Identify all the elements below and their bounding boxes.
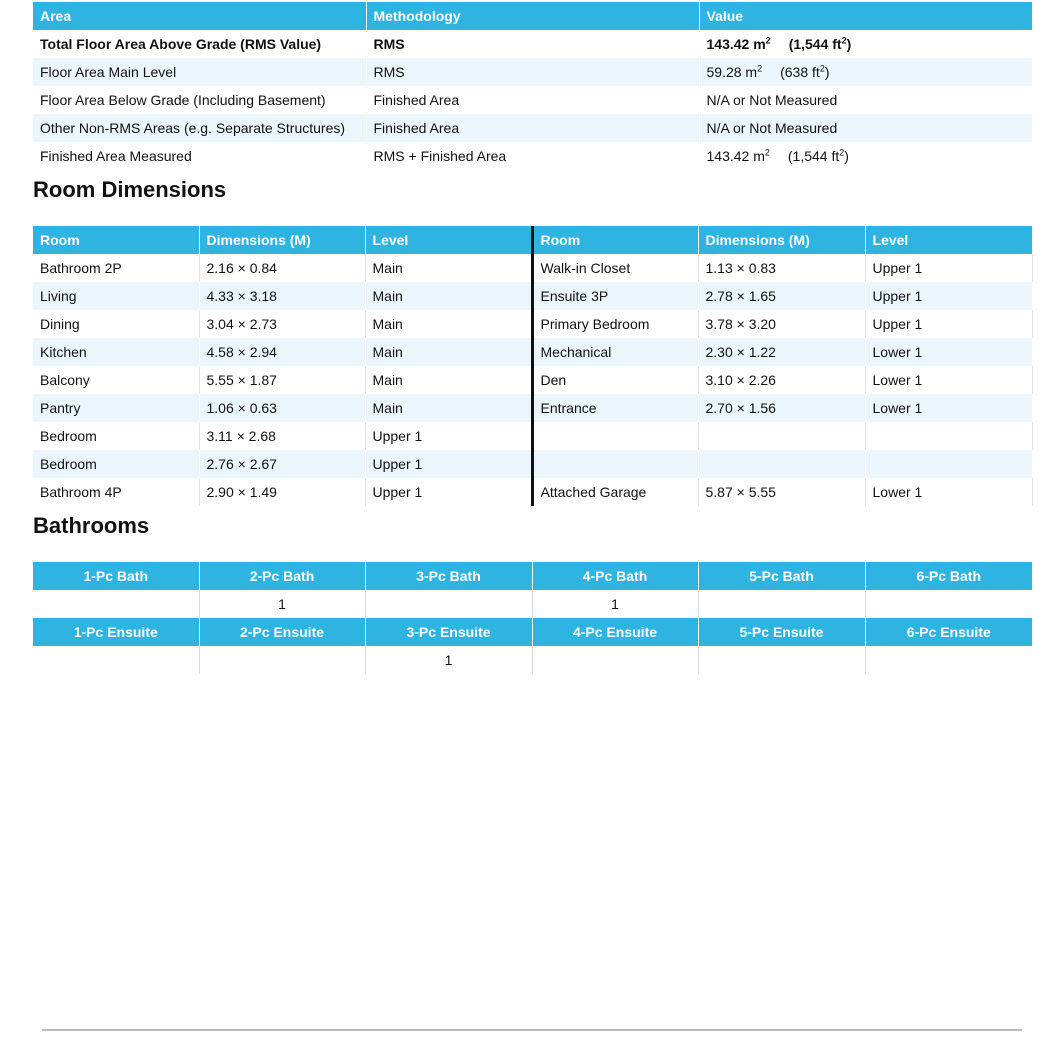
room-dimensions: 3.04 × 2.73 [199, 310, 365, 338]
room-name: Balcony [33, 366, 199, 394]
table-row [33, 338, 1032, 366]
area-value: N/A or Not Measured [699, 114, 1032, 142]
room-dimensions: 4.58 × 2.94 [199, 338, 365, 366]
room-dimensions: 5.55 × 1.87 [199, 366, 365, 394]
area-name: Other Non-RMS Areas (e.g. Separate Structures) [33, 114, 366, 142]
methodology-column-header: Methodology [366, 2, 699, 30]
room-level: Main [365, 394, 532, 422]
footer-divider [42, 1029, 1022, 1031]
room-name: Ensuite 3P [532, 282, 698, 310]
table-row [33, 450, 1032, 478]
area-methodology: Finished Area [366, 114, 699, 142]
room-dimensions: 2.30 × 1.22 [698, 338, 865, 366]
ensuite-type-header: 2-Pc Ensuite [199, 618, 365, 646]
room-dimensions: 3.10 × 2.26 [698, 366, 865, 394]
room-level: Lower 1 [865, 478, 1032, 506]
room-level: Upper 1 [865, 254, 1032, 282]
area-row-non-rms [33, 114, 1032, 142]
room-name [532, 450, 698, 478]
ensuite-count [865, 646, 1032, 674]
room-level: Upper 1 [865, 310, 1032, 338]
area-table-header-row [33, 2, 1032, 30]
room-dimensions-table [33, 226, 1033, 506]
level-column-header: Level [365, 226, 532, 254]
room-name: Den [532, 366, 698, 394]
room-dimensions [698, 422, 865, 450]
room-dimensions: 2.76 × 2.67 [199, 450, 365, 478]
bath-header-row [33, 562, 1032, 590]
area-row-finished-measured [33, 142, 1032, 170]
bath-type-header: 2-Pc Bath [199, 562, 365, 590]
bath-type-header: 4-Pc Bath [532, 562, 698, 590]
ensuite-count-row [33, 646, 1032, 674]
area-value: 59.28 $m^2$ (638 $ft^2$) [699, 58, 1032, 86]
room-dimensions: 2.16 × 0.84 [199, 254, 365, 282]
room-level: Main [365, 254, 532, 282]
area-name: Finished Area Measured [33, 142, 366, 170]
table-row [33, 394, 1032, 422]
room-dimensions: 1.06 × 0.63 [199, 394, 365, 422]
level-column-header: Level [865, 226, 1032, 254]
table-row [33, 282, 1032, 310]
bath-count [698, 590, 865, 618]
dimensions-column-header: Dimensions (M) [698, 226, 865, 254]
room-level: Upper 1 [865, 282, 1032, 310]
room-level: Upper 1 [365, 478, 532, 506]
ensuite-type-header: 5-Pc Ensuite [698, 618, 865, 646]
room-name [532, 422, 698, 450]
room-name: Bathroom 2P [33, 254, 199, 282]
room-name: Mechanical [532, 338, 698, 366]
area-methodology: Finished Area [366, 86, 699, 114]
area-value: 143.42 $m^2$ (1,544 $ft^2$) [706, 147, 849, 164]
area-row-total [33, 30, 1032, 58]
table-row [33, 366, 1032, 394]
room-level: Main [365, 282, 532, 310]
room-dimensions: 2.90 × 1.49 [199, 478, 365, 506]
room-level: Lower 1 [865, 338, 1032, 366]
area-summary-table [33, 2, 1032, 170]
room-level: Lower 1 [865, 394, 1032, 422]
bath-count: 1 [532, 590, 698, 618]
ensuite-type-header: 6-Pc Ensuite [865, 618, 1032, 646]
bath-type-header: 5-Pc Bath [698, 562, 865, 590]
bathrooms-title: Bathrooms [33, 513, 150, 538]
room-name: Walk-in Closet [532, 254, 698, 282]
room-dimensions: 2.70 × 1.56 [698, 394, 865, 422]
area-name: Floor Area Below Grade (Including Basement) [33, 86, 366, 114]
room-level [865, 450, 1032, 478]
room-level: Upper 1 [365, 450, 532, 478]
room-level: Lower 1 [865, 366, 1032, 394]
room-name: Entrance [532, 394, 698, 422]
bath-count [365, 590, 532, 618]
area-methodology: RMS [366, 30, 699, 58]
ensuite-type-header: 3-Pc Ensuite [365, 618, 532, 646]
room-dimensions: 3.78 × 3.20 [698, 310, 865, 338]
room-name: Pantry [33, 394, 199, 422]
area-column-header: Area [33, 2, 366, 30]
bath-count [865, 590, 1032, 618]
room-name: Bedroom [33, 422, 199, 450]
bath-count-row [33, 590, 1032, 618]
area-value: 143.42 $m^2$ (1,544 $ft^2$) [706, 35, 852, 52]
area-row-below-grade [33, 86, 1032, 114]
bath-type-header: 3-Pc Bath [365, 562, 532, 590]
room-level [865, 422, 1032, 450]
dimensions-column-header: Dimensions (M) [199, 226, 365, 254]
room-level: Main [365, 366, 532, 394]
room-name: Dining [33, 310, 199, 338]
room-level: Main [365, 310, 532, 338]
room-name: Kitchen [33, 338, 199, 366]
room-column-header: Room [33, 226, 199, 254]
room-dimensions: 2.78 × 1.65 [698, 282, 865, 310]
room-column-header: Room [532, 226, 698, 254]
ensuite-count [33, 646, 199, 674]
area-name: Floor Area Main Level [33, 58, 366, 86]
table-row [33, 422, 1032, 450]
table-row [33, 310, 1032, 338]
table-row [33, 478, 1032, 506]
room-dimensions: 5.87 × 5.55 [698, 478, 865, 506]
ensuite-header-row [33, 618, 1032, 646]
table-row [33, 254, 1032, 282]
room-level: Upper 1 [365, 422, 532, 450]
room-level: Main [365, 338, 532, 366]
area-methodology: RMS [366, 58, 699, 86]
room-dimensions [698, 450, 865, 478]
area-name: Total Floor Area Above Grade (RMS Value) [33, 30, 366, 58]
value-column-header: Value [699, 2, 1032, 30]
room-name: Bathroom 4P [33, 478, 199, 506]
bath-count: 1 [199, 590, 365, 618]
ensuite-count [698, 646, 865, 674]
bathrooms-table [33, 562, 1032, 674]
area-methodology: RMS + Finished Area [366, 142, 699, 170]
bath-type-header: 1-Pc Bath [33, 562, 199, 590]
area-value: N/A or Not Measured [706, 92, 838, 108]
room-name: Bedroom [33, 450, 199, 478]
ensuite-count: 1 [365, 646, 532, 674]
room-dimensions: 1.13 × 0.83 [698, 254, 865, 282]
ensuite-type-header: 4-Pc Ensuite [532, 618, 698, 646]
room-name: Living [33, 282, 199, 310]
room-name: Primary Bedroom [532, 310, 698, 338]
room-name: Attached Garage [532, 478, 698, 506]
room-table-header-row [33, 226, 1032, 254]
bath-type-header: 6-Pc Bath [865, 562, 1032, 590]
room-dimensions-title: Room Dimensions [33, 177, 227, 202]
ensuite-count [199, 646, 365, 674]
area-row-main-level [33, 58, 1032, 86]
bath-count [33, 590, 199, 618]
ensuite-type-header: 1-Pc Ensuite [33, 618, 199, 646]
room-dimensions: 4.33 × 3.18 [199, 282, 365, 310]
room-dimensions: 3.11 × 2.68 [199, 422, 365, 450]
page-content [33, 2, 1032, 674]
ensuite-count [532, 646, 698, 674]
